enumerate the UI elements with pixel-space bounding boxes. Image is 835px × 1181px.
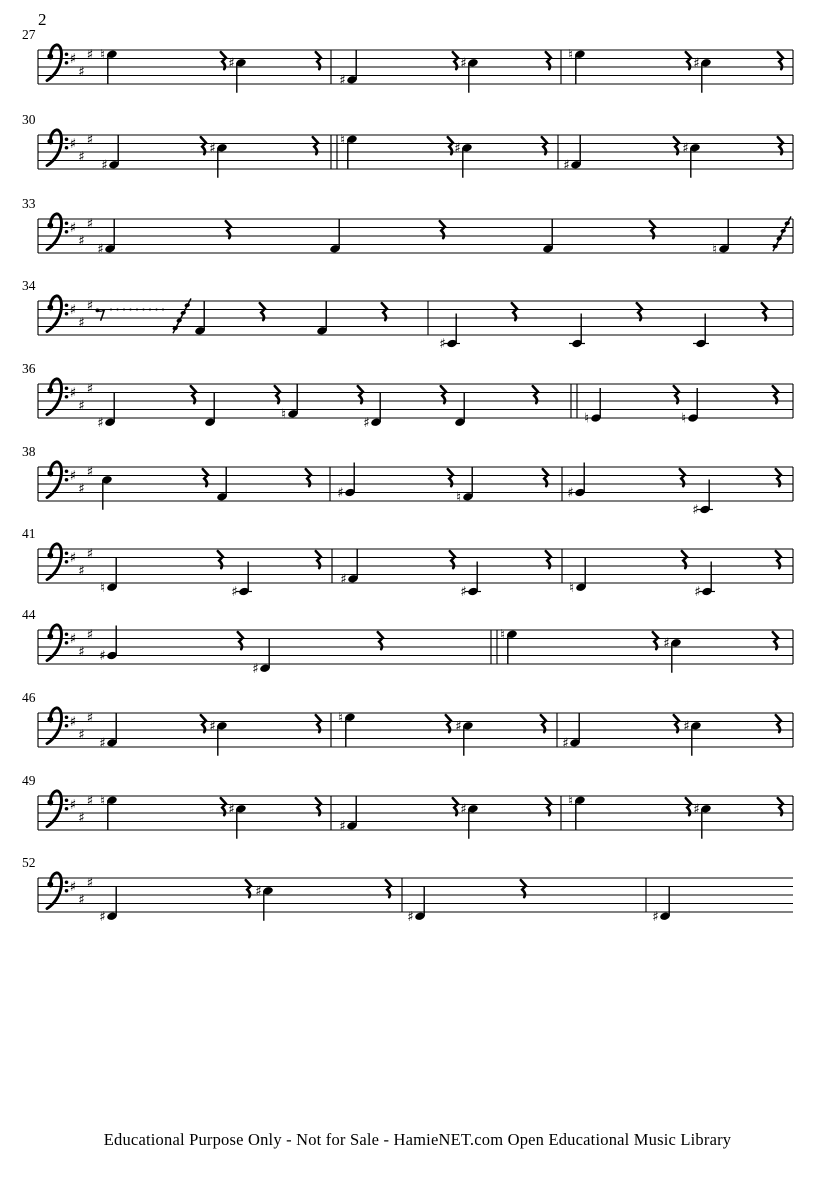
key-signature [70, 216, 94, 249]
staff-system [0, 687, 835, 769]
sharp-accidental-icon: ♯ [99, 648, 106, 665]
measure-number: 38 [22, 444, 36, 459]
sharp-accidental-icon: ♯ [683, 718, 690, 735]
sharp-accidental-icon: ♯ [86, 46, 94, 63]
sharp-accidental-icon: ♯ [78, 232, 85, 249]
sharp-accidental-icon: ♯ [78, 480, 85, 497]
sharp-accidental-icon: ♯ [97, 414, 104, 431]
staff-system [0, 523, 835, 605]
measure-number: 52 [22, 855, 36, 870]
sharp-accidental-icon: ♯ [69, 136, 77, 153]
key-signature [70, 298, 94, 331]
sharp-accidental-icon: ♯ [693, 55, 700, 72]
sharp-accidental-icon: ♯ [78, 63, 85, 80]
sharp-accidental-icon: ♯ [339, 72, 346, 89]
sharp-accidental-icon: ♯ [78, 562, 85, 579]
sharp-accidental-icon: ♯ [86, 297, 94, 314]
sharp-accidental-icon: ♯ [86, 215, 94, 232]
sharp-accidental-icon: ♯ [209, 140, 216, 157]
grace-run-icon [172, 298, 191, 333]
sharp-accidental-icon: ♯ [86, 380, 94, 397]
measure-number: 34 [22, 278, 36, 293]
page-number: 2 [38, 10, 47, 29]
sharp-accidental-icon: ♯ [460, 584, 467, 601]
sharp-accidental-icon: ♯ [337, 485, 344, 502]
sharp-accidental-icon: ♯ [692, 502, 699, 519]
natural-accidental-icon: ♮ [338, 709, 343, 726]
natural-accidental-icon: ♮ [100, 579, 105, 596]
sharp-accidental-icon: ♯ [563, 157, 570, 174]
staff-system [0, 24, 835, 106]
sharp-accidental-icon: ♯ [228, 801, 235, 818]
sharp-accidental-icon: ♯ [86, 709, 94, 726]
sharp-accidental-icon: ♯ [97, 241, 104, 258]
key-signature [70, 464, 94, 497]
sharp-accidental-icon: ♯ [86, 131, 94, 148]
sharp-accidental-icon: ♯ [439, 336, 446, 353]
measure-number: 30 [22, 112, 36, 127]
sharp-accidental-icon: ♯ [663, 635, 670, 652]
staff-system [0, 770, 835, 852]
measure-number: 27 [22, 27, 36, 42]
sharp-accidental-icon: ♯ [652, 908, 659, 925]
sharp-accidental-icon: ♯ [460, 801, 467, 818]
staff-lines [38, 630, 793, 664]
sharp-accidental-icon: ♯ [231, 584, 238, 601]
natural-accidental-icon: ♮ [584, 410, 589, 427]
sharp-accidental-icon: ♯ [340, 571, 347, 588]
sharp-accidental-icon: ♯ [101, 157, 108, 174]
sharp-accidental-icon: ♯ [567, 485, 574, 502]
glissando-dots [110, 308, 164, 310]
staff-lines [38, 135, 793, 169]
key-signature [70, 875, 94, 908]
key-signature [70, 627, 94, 660]
sharp-accidental-icon: ♯ [460, 55, 467, 72]
staff-lines [38, 878, 793, 912]
measure-number: 36 [22, 361, 36, 376]
measure-number: 46 [22, 690, 36, 705]
sharp-accidental-icon: ♯ [339, 818, 346, 835]
sharp-accidental-icon: ♯ [209, 718, 216, 735]
key-signature [70, 546, 94, 579]
sharp-accidental-icon: ♯ [455, 718, 462, 735]
natural-accidental-icon: ♮ [568, 792, 573, 809]
sharp-accidental-icon: ♯ [78, 397, 85, 414]
measure-number: 49 [22, 773, 36, 788]
sharp-accidental-icon: ♯ [69, 468, 77, 485]
measure-number: 33 [22, 196, 36, 211]
sharp-accidental-icon: ♯ [693, 801, 700, 818]
natural-accidental-icon: ♮ [456, 489, 461, 506]
staff-system [0, 441, 835, 523]
sharp-accidental-icon: ♯ [78, 891, 85, 908]
staff-lines [38, 384, 793, 418]
staff-lines [38, 796, 793, 830]
eighth-rest-icon [96, 309, 105, 321]
sharp-accidental-icon: ♯ [69, 550, 77, 567]
sharp-accidental-icon: ♯ [69, 714, 77, 731]
sharp-accidental-icon: ♯ [69, 220, 77, 237]
staff-lines [38, 713, 793, 747]
sharp-accidental-icon: ♯ [86, 626, 94, 643]
sharp-accidental-icon: ♯ [69, 797, 77, 814]
sharp-accidental-icon: ♯ [69, 631, 77, 648]
natural-accidental-icon: ♮ [281, 406, 286, 423]
sharp-accidental-icon: ♯ [255, 883, 262, 900]
sharp-accidental-icon: ♯ [86, 792, 94, 809]
natural-accidental-icon: ♮ [569, 579, 574, 596]
staff-lines [38, 50, 793, 84]
sharp-accidental-icon: ♯ [407, 908, 414, 925]
key-signature [70, 132, 94, 165]
staff-system [0, 358, 835, 440]
staff-system [0, 852, 835, 934]
sharp-accidental-icon: ♯ [99, 735, 106, 752]
sharp-accidental-icon: ♯ [86, 463, 94, 480]
sharp-accidental-icon: ♯ [78, 148, 85, 165]
sharp-accidental-icon: ♯ [363, 414, 370, 431]
key-signature [70, 710, 94, 743]
sharp-accidental-icon: ♯ [69, 879, 77, 896]
key-signature [70, 793, 94, 826]
sharp-accidental-icon: ♯ [69, 302, 77, 319]
staff-lines [38, 549, 793, 583]
natural-accidental-icon: ♮ [712, 241, 717, 258]
sharp-accidental-icon: ♯ [78, 643, 85, 660]
measure-number: 44 [22, 607, 36, 622]
natural-accidental-icon: ♮ [681, 410, 686, 427]
measure-number: 41 [22, 526, 36, 541]
natural-accidental-icon: ♮ [568, 46, 573, 63]
staff-lines [38, 301, 793, 335]
staff-system [0, 193, 835, 275]
sharp-accidental-icon: ♯ [454, 140, 461, 157]
footer-text: Educational Purpose Only - Not for Sale - HamieNET.com Open Educational Music Library [103, 1130, 732, 1149]
sharp-accidental-icon: ♯ [694, 584, 701, 601]
sharp-accidental-icon: ♯ [228, 55, 235, 72]
staff-system [0, 109, 835, 191]
sharp-accidental-icon: ♯ [682, 140, 689, 157]
natural-accidental-icon: ♮ [100, 46, 105, 63]
natural-accidental-icon: ♮ [500, 626, 505, 643]
sharp-accidental-icon: ♯ [99, 908, 106, 925]
sharp-accidental-icon: ♯ [252, 660, 259, 677]
natural-accidental-icon: ♮ [100, 792, 105, 809]
key-signature [70, 47, 94, 80]
sharp-accidental-icon: ♯ [69, 385, 77, 402]
sharp-accidental-icon: ♯ [78, 726, 85, 743]
natural-accidental-icon: ♮ [340, 131, 345, 148]
grace-run-icon [772, 216, 791, 251]
key-signature [70, 381, 94, 414]
sharp-accidental-icon: ♯ [78, 809, 85, 826]
sharp-accidental-icon: ♯ [86, 545, 94, 562]
sharp-accidental-icon: ♯ [562, 735, 569, 752]
sharp-accidental-icon: ♯ [69, 51, 77, 68]
sharp-accidental-icon: ♯ [86, 874, 94, 891]
staff-system [0, 275, 835, 357]
staff-system [0, 604, 835, 686]
staff-lines [38, 219, 793, 253]
staff-lines [38, 467, 793, 501]
sharp-accidental-icon: ♯ [78, 314, 85, 331]
